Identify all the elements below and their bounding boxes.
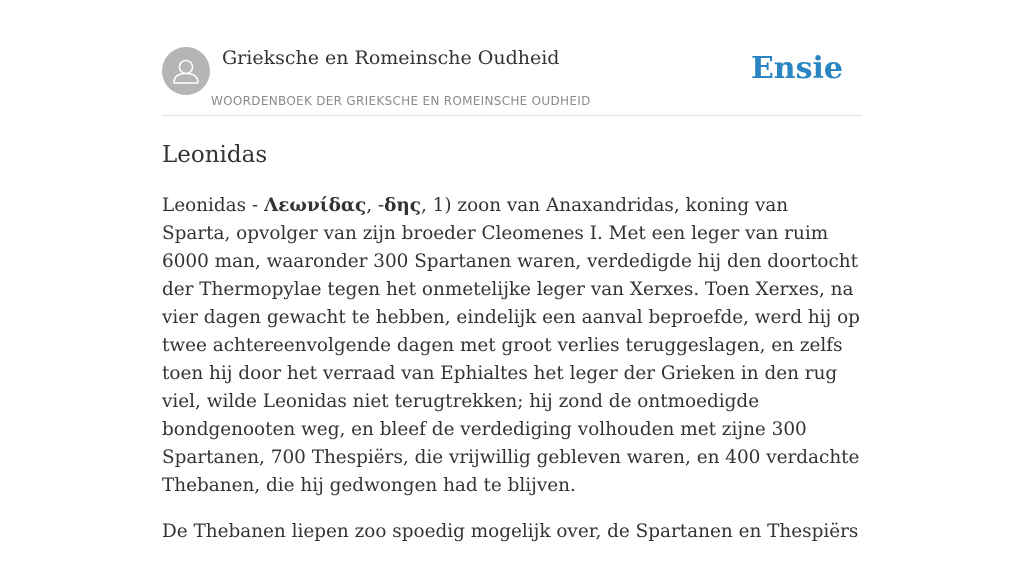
source-avatar[interactable] [162,47,210,95]
content-container [162,0,862,542]
entry-term: Leonidas - [162,195,264,216]
source-subtitle: WOORDENBOEK DER GRIEKSCHE EN ROMEINSCHE OUDHEID [211,94,591,108]
ensie-logo-link[interactable]: Ensie [750,51,843,86]
entry-paragraph-1 [162,192,862,500]
entry-paragraph-1-text: , 1) zoon van Anaxandridas, koning van Sparta, opvolger van zijn broeder Cleomenes I. Met een leger van ruim 6000 man, waaronder 300 Spartanen waren, verdedigde hij den doortocht der Thermopylae tegen het onmetelijke leger van Xerxes. Toen Xerxes, na vier dagen gewacht te hebben, eindelijk een aanval beproefde, werd hij op twee achtereenvolgende dagen met groot verlies teruggeslagen, en zelfs toen hij door het verraad van Ephialtes het leger der Grieken in den rug viel, wilde Leonidas niet terugtrekken; hij zond de ontmoedigde bondgenooten weg, en bleef de verdediging volhouden met zijne 300 Spartanen, 700 Thespiërs, die vrijwillig gebleven waren, en 400 verdachte Thebanen, die hij gedwongen had te blijven. [162,195,860,496]
greek-suffix: δης [384,195,421,216]
entry-title: Leonidas [162,142,268,168]
source-title-link[interactable]: Grieksche en Romeinsche Oudheid [222,47,560,69]
greek-name: Λεωνίδας [263,195,367,216]
user-silhouette-icon [162,47,210,95]
entry-body [162,192,862,564]
source-header [162,0,862,116]
entry-paragraph-2: De Thebanen liepen zoo spoedig mogelijk over, de Spartanen en Thespiërs [162,521,859,542]
greek-separator: , - [366,195,385,216]
